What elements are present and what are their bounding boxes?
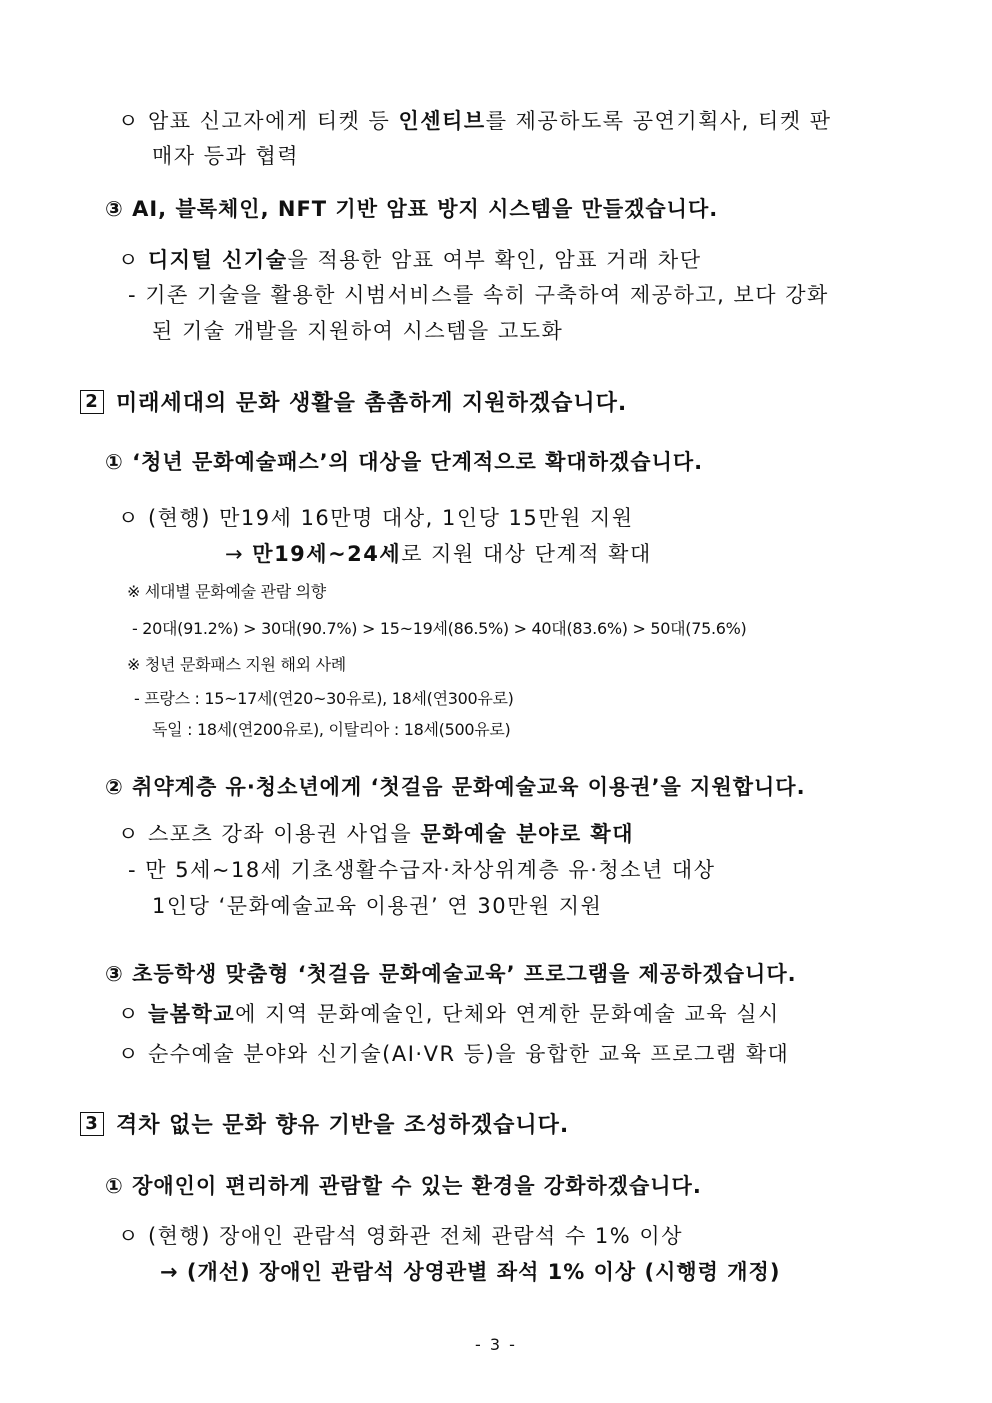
text-bold: 문화예술 분야로 확대	[420, 822, 635, 846]
section-title: 미래세대의 문화 생활을 촘촘하게 지원하겠습니다.	[116, 391, 628, 416]
dash-eligibility: - 만 5세~18세 기초생활수급자·차상위계층 유·청소년 대상	[128, 858, 716, 882]
section-number-box: 2	[80, 390, 104, 414]
text: ㅇ 스포츠 강좌 이용권 사업을	[118, 822, 421, 846]
arrow-expansion	[225, 538, 652, 568]
sub-heading-3-ai: ③ AI, 블록체인, NFT 기반 암표 방지 시스템을 만들겠습니다.	[105, 197, 719, 221]
sub-heading-1-accessibility: ① 장애인이 편리하게 관람할 수 있는 환경을 강화하겠습니다.	[105, 1174, 702, 1198]
text: 을 적용한 암표 여부 확인, 암표 거래 차단	[287, 248, 702, 272]
note-heading-overseas: ※ 청년 문화패스 지원 해외 사례	[127, 655, 346, 674]
text-bold: 디지털 신기술	[147, 248, 288, 272]
text: 에 지역 문화예술인, 단체와 연계한 문화예술 교육 실시	[235, 1002, 780, 1026]
page-number: - 3 -	[475, 1335, 517, 1354]
sub-heading-1-youth-pass: ① ‘청년 문화예술패스’의 대상을 단계적으로 확대하겠습니다.	[105, 450, 704, 474]
bullet-sports-voucher	[118, 818, 634, 848]
arrow-improved-seats: → (개선) 장애인 관람석 상영관별 좌석 1% 이상 (시행령 개정)	[160, 1260, 781, 1284]
note-heading-generation: ※ 세대별 문화예술 관람 의향	[127, 582, 326, 601]
section-heading-2	[80, 386, 627, 417]
dash-pilot-service-cont: 된 기술 개발을 지원하여 시스템을 고도화	[152, 319, 564, 343]
note-france: - 프랑스 : 15~17세(연20~30유로), 18세(연300유로)	[134, 689, 514, 708]
text-bold: 만19세~24세	[252, 542, 402, 566]
note-generation-stats: - 20대(91.2%) > 30대(90.7%) > 15~19세(86.5%) > 40대(83.6%) > 50대(75.6%)	[132, 619, 747, 638]
section-title: 격차 없는 문화 향유 기반을 조성하겠습니다.	[116, 1113, 570, 1138]
text: 로 지원 대상 단계적 확대	[401, 542, 652, 566]
text: 를 제공하도록 공연기획사, 티켓 판	[485, 109, 832, 133]
bullet-incentive-cont: 매자 등과 협력	[152, 144, 300, 168]
text-bold: 인센티브	[398, 109, 486, 133]
section-heading-3	[80, 1108, 569, 1139]
arrow: →	[225, 542, 253, 566]
text: ㅇ	[118, 248, 148, 272]
bullet-incentive	[118, 105, 832, 135]
bullet-current-seats: ㅇ (현행) 장애인 관람석 영화관 전체 관람석 수 1% 이상	[118, 1224, 683, 1248]
bullet-current: ㅇ (현행) 만19세 16만명 대상, 1인당 15만원 지원	[118, 506, 634, 530]
bullet-neulbom	[118, 998, 780, 1028]
dash-eligibility-cont: 1인당 ‘문화예술교육 이용권’ 연 30만원 지원	[152, 894, 603, 918]
bullet-digital-tech	[118, 244, 701, 274]
text: ㅇ	[118, 1002, 148, 1026]
dash-pilot-service: - 기존 기술을 활용한 시범서비스를 속히 구축하여 제공하고, 보다 강화	[128, 283, 829, 307]
sub-heading-2-voucher: ② 취약계층 유·청소년에게 ‘첫걸음 문화예술교육 이용권’을 지원합니다.	[105, 775, 806, 799]
text: ㅇ 암표 신고자에게 티켓 등	[118, 109, 399, 133]
text-bold: 늘봄학교	[147, 1002, 236, 1026]
sub-heading-3-program: ③ 초등학생 맞춤형 ‘첫걸음 문화예술교육’ 프로그램을 제공하겠습니다.	[105, 962, 797, 986]
section-number-box: 3	[80, 1112, 104, 1136]
note-germany-italy: 독일 : 18세(연200유로), 이탈리아 : 18세(500유로)	[152, 720, 511, 739]
bullet-fusion-program: ㅇ 순수예술 분야와 신기술(AI·VR 등)을 융합한 교육 프로그램 확대	[118, 1042, 790, 1066]
